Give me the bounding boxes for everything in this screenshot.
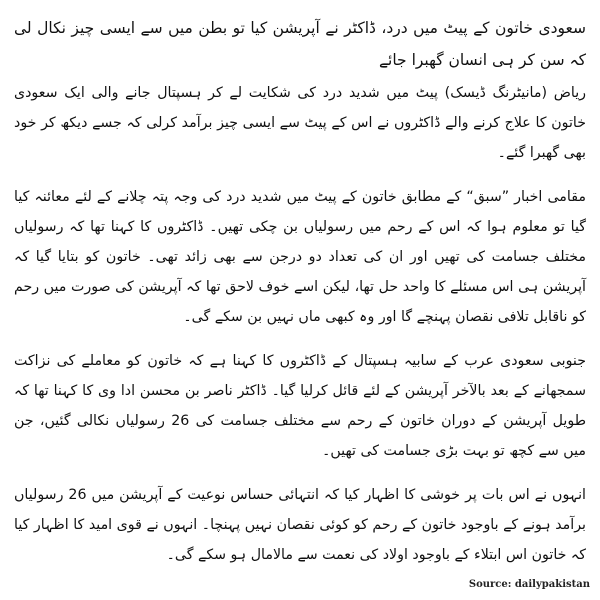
- article-paragraph-1: ریاض (مانیٹرنگ ڈیسک) پیٹ میں شدید درد کی شکایت لے کر ہسپتال جانے والی ایک سعودی خاتون کا علاج کرنے والے ڈاکٹروں نے اس کے پیٹ سے ایسی چیز برآمد کرلی کہ جسے دیکھ کر خود بھی گھبرا گئے۔: [14, 85, 586, 161]
- article-headline: سعودی خاتون کے پیٹ میں درد، ڈاکٹر نے آپریشن کیا تو بطن میں سے ایسی چیز نکال لی کہ سن کر ہی انسان گھبرا جائے: [14, 19, 586, 69]
- source-credit: Source: dailypakistan: [468, 579, 590, 590]
- article-paragraph-3: جنوبی سعودی عرب کے سابیہ ہسپتال کے ڈاکٹروں کا کہنا ہے کہ خاتون کو معاملے کی نزاکت سمجھانے کے بعد بالآخر آپریشن کے لئے قائل کرلیا گیا۔ ڈاکٹر ناصر بن محسن ادا وی کا کہنا تھا کہ طویل آپریشن کے دوران خاتون کے رحم سے مختلف جسامت کی 26 رسولیاں نکالی گئیں، جن میں سے کچھ تو بہت بڑی جسامت کی تھیں۔: [14, 353, 586, 459]
- article-paragraph-4: انہوں نے اس بات پر خوشی کا اظہار کیا کہ انتہائی حساس نوعیت کے آپریشن میں 26 رسولیاں برآمد ہونے کے باوجود خاتون کے رحم کو کوئی نقصان نہیں پہنچا۔ انہوں نے قوی امید کا اظہار کیا کہ خاتون اس ابتلاء کے باوجود اولاد کی نعمت سے مالامال ہو سکے گی۔: [14, 487, 586, 563]
- article-paragraph-2: مقامی اخبار ”سبق“ کے مطابق خاتون کے پیٹ میں شدید درد کی وجہ پتہ چلانے کے لئے معائنہ کیا گیا تو معلوم ہوا کہ اس کے رحم میں رسولیاں بن چکی تھیں۔ ڈاکٹروں کا کہنا تھا کہ رسولیاں مختلف جسامت کی تھیں اور ان کی تعداد دو درجن سے بھی زائد تھی۔ خاتون کو بتایا گیا کہ آپریشن ہی اس مسئلے کا واحد حل تھا، لیکن اسے خوف لاحق تھا کہ آپریشن کی صورت میں رحم کو ناقابل تلافی نقصان پہنچے گا اور وہ کبھی ماں نہیں بن سکے گی۔: [14, 189, 586, 325]
